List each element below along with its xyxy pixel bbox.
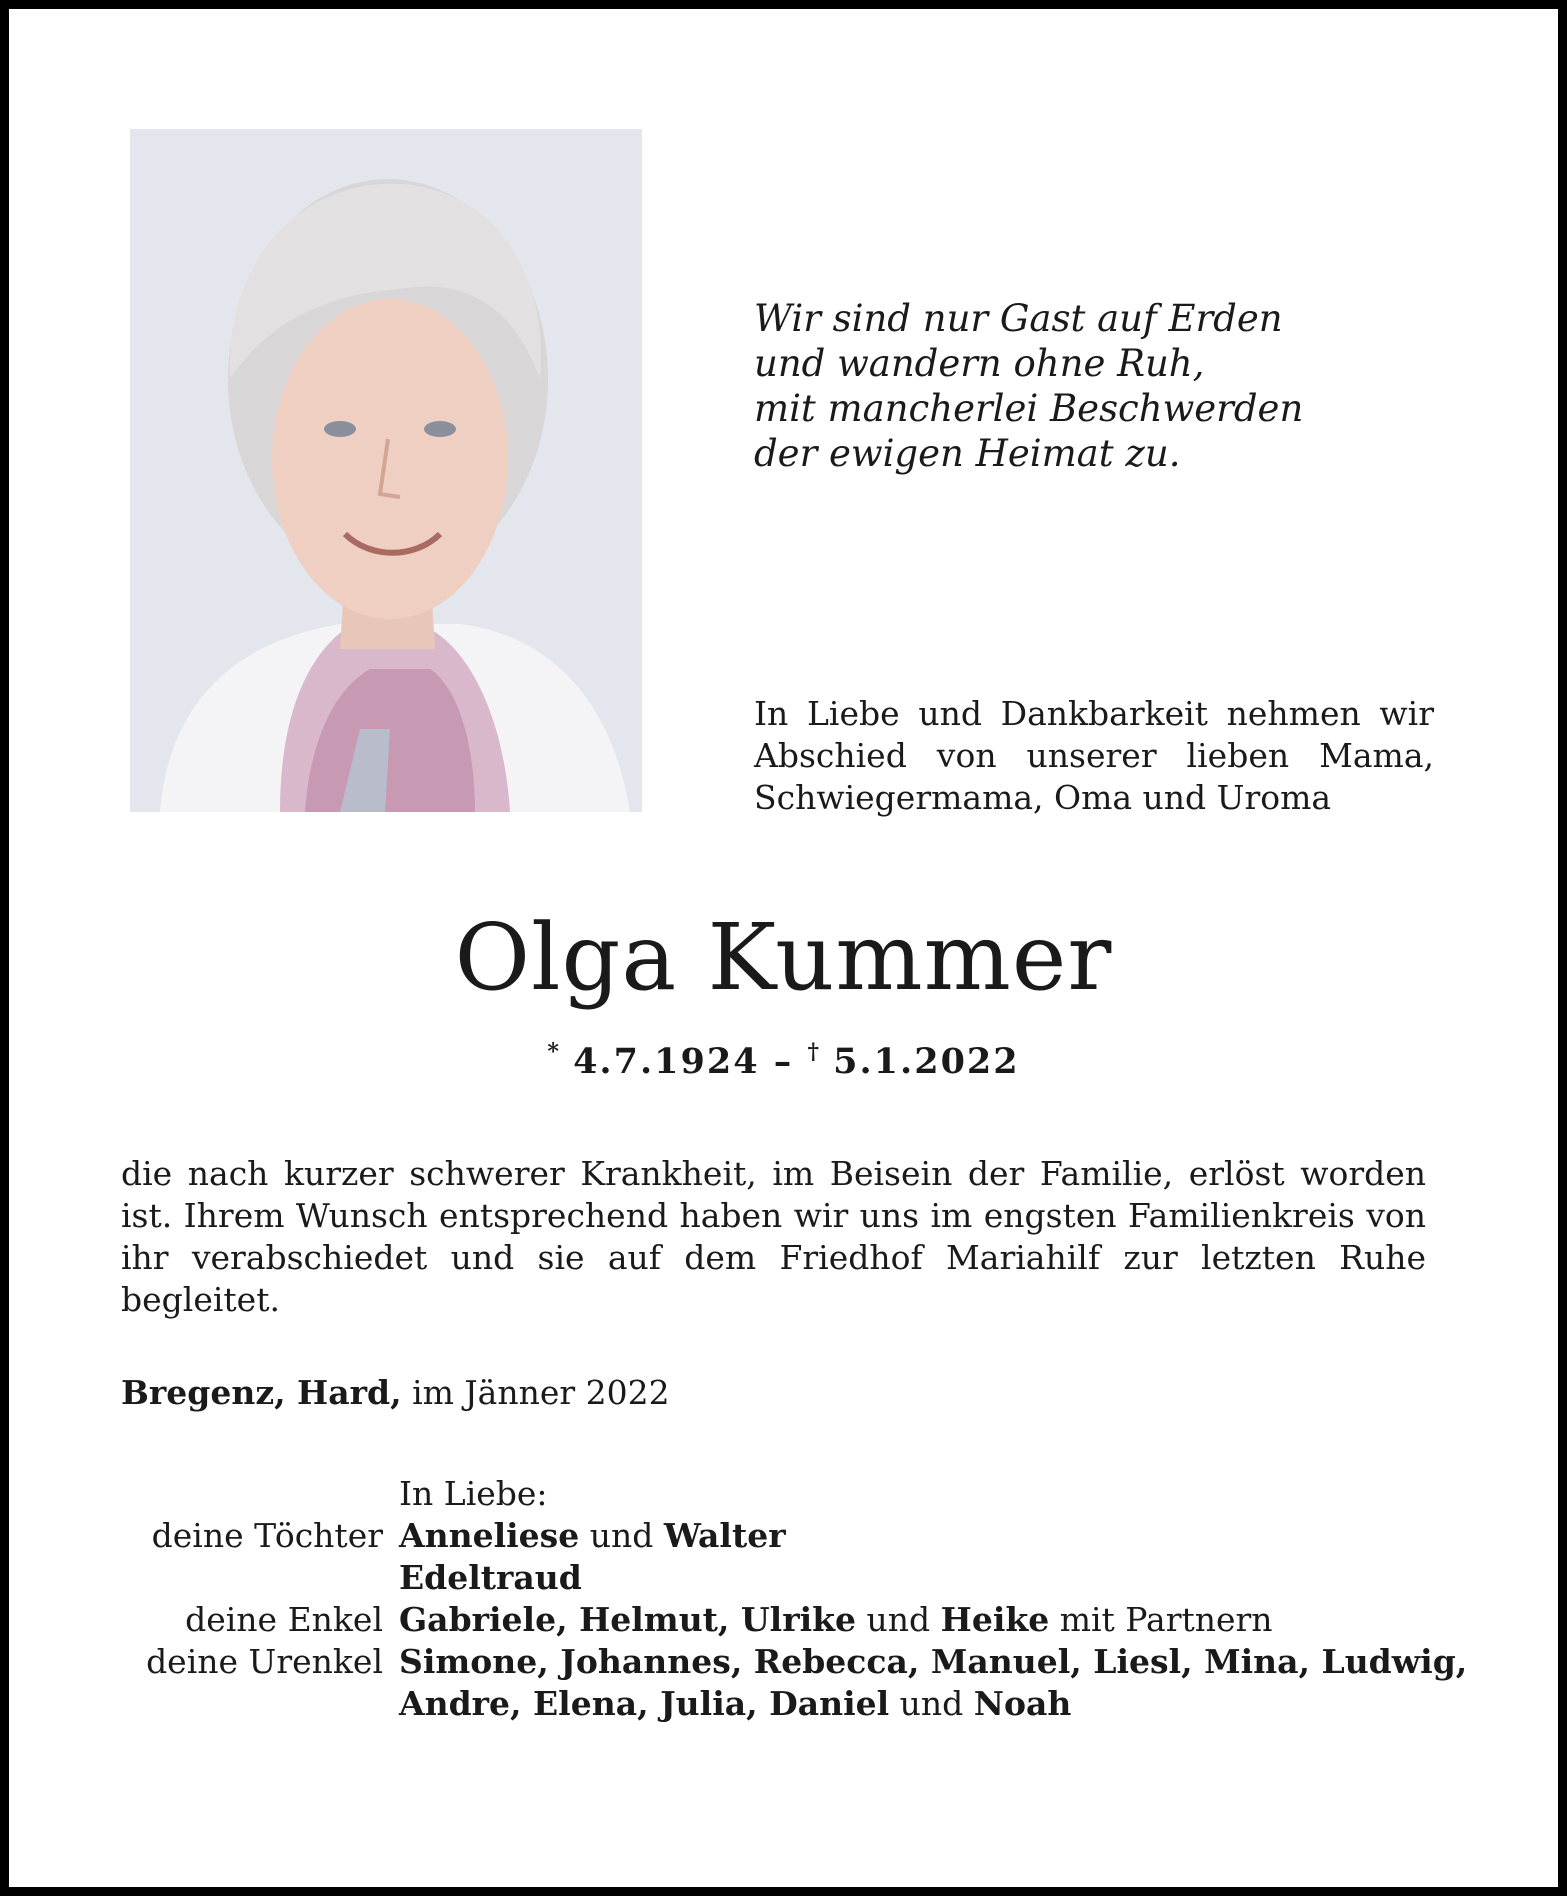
relation-label [121, 1557, 399, 1599]
date-separator: – [773, 1041, 794, 1082]
portrait-photo [130, 129, 642, 812]
family-row [121, 1641, 1467, 1683]
relative-name: Walter [663, 1516, 786, 1555]
poem-line: der ewigen Heimat zu. [754, 432, 1181, 475]
poem-line: und wandern ohne Ruh, [754, 342, 1205, 385]
birth-date: 4.7.1924 [573, 1041, 760, 1082]
deceased-name: Olga Kummer [454, 904, 1113, 1011]
relative-names [399, 1641, 1467, 1683]
family-row [121, 1515, 1467, 1557]
family-list [121, 1473, 1467, 1725]
relative-name: Noah [973, 1684, 1072, 1723]
relative-names [399, 1683, 1071, 1725]
poem-quote [754, 296, 1454, 476]
relation-label: deine Urenkel [146, 1642, 383, 1681]
death-mark: † [807, 1039, 819, 1065]
death-date: 5.1.2022 [833, 1041, 1020, 1082]
birth-mark: * [547, 1039, 559, 1065]
connector-text: und [889, 1684, 974, 1723]
month-year: im Jänner 2022 [412, 1373, 670, 1412]
farewell-intro: In Liebe und Dankbarkeit nehmen wir Abschied von unserer lieben Mama, Schwiegermama, Oma und Uroma [754, 694, 1434, 817]
portrait-photo-icon [130, 129, 642, 812]
family-row [121, 1557, 1467, 1599]
relative-name: Anneliese [399, 1516, 580, 1555]
family-heading: In Liebe: [399, 1474, 548, 1513]
relative-name: Andre, Elena, Julia, Daniel [399, 1684, 890, 1723]
life-dates [0, 1030, 1567, 1084]
relative-name: Gabriele, Helmut, Ulrike [399, 1600, 857, 1639]
relation-label: deine Töchter [151, 1516, 383, 1555]
family-heading-row [121, 1473, 1467, 1515]
family-row [121, 1683, 1467, 1725]
relation-label: deine Enkel [185, 1600, 383, 1639]
poem-line: Wir sind nur Gast auf Erden [754, 297, 1283, 340]
relative-name: Heike [940, 1600, 1050, 1639]
relation-label [121, 1683, 399, 1725]
poem-line: mit mancherlei Beschwerden [754, 387, 1304, 430]
relative-names [399, 1599, 1273, 1641]
place-names: Bregenz, Hard, [121, 1373, 402, 1412]
connector-text: und [856, 1600, 941, 1639]
relative-names [399, 1515, 786, 1557]
connector-text: und [579, 1516, 664, 1555]
family-row [121, 1599, 1467, 1641]
relative-names [399, 1557, 582, 1599]
place-date [121, 1372, 670, 1414]
obituary-text: die nach kurzer schwerer Krankheit, im Beisein der Familie, erlöst worden ist. Ihrem Wunsch entsprechend haben wir uns im engsten Familienkreis von ihr verabschiedet und sie auf dem Friedhof Mariahilf zur letzten Ruhe begleitet. [121, 1154, 1426, 1319]
relative-name: Simone, Johannes, Rebecca, Manuel, Liesl, Mina, Ludwig, [399, 1642, 1468, 1681]
connector-text: mit Partnern [1049, 1600, 1273, 1639]
relative-name: Edeltraud [399, 1558, 582, 1597]
